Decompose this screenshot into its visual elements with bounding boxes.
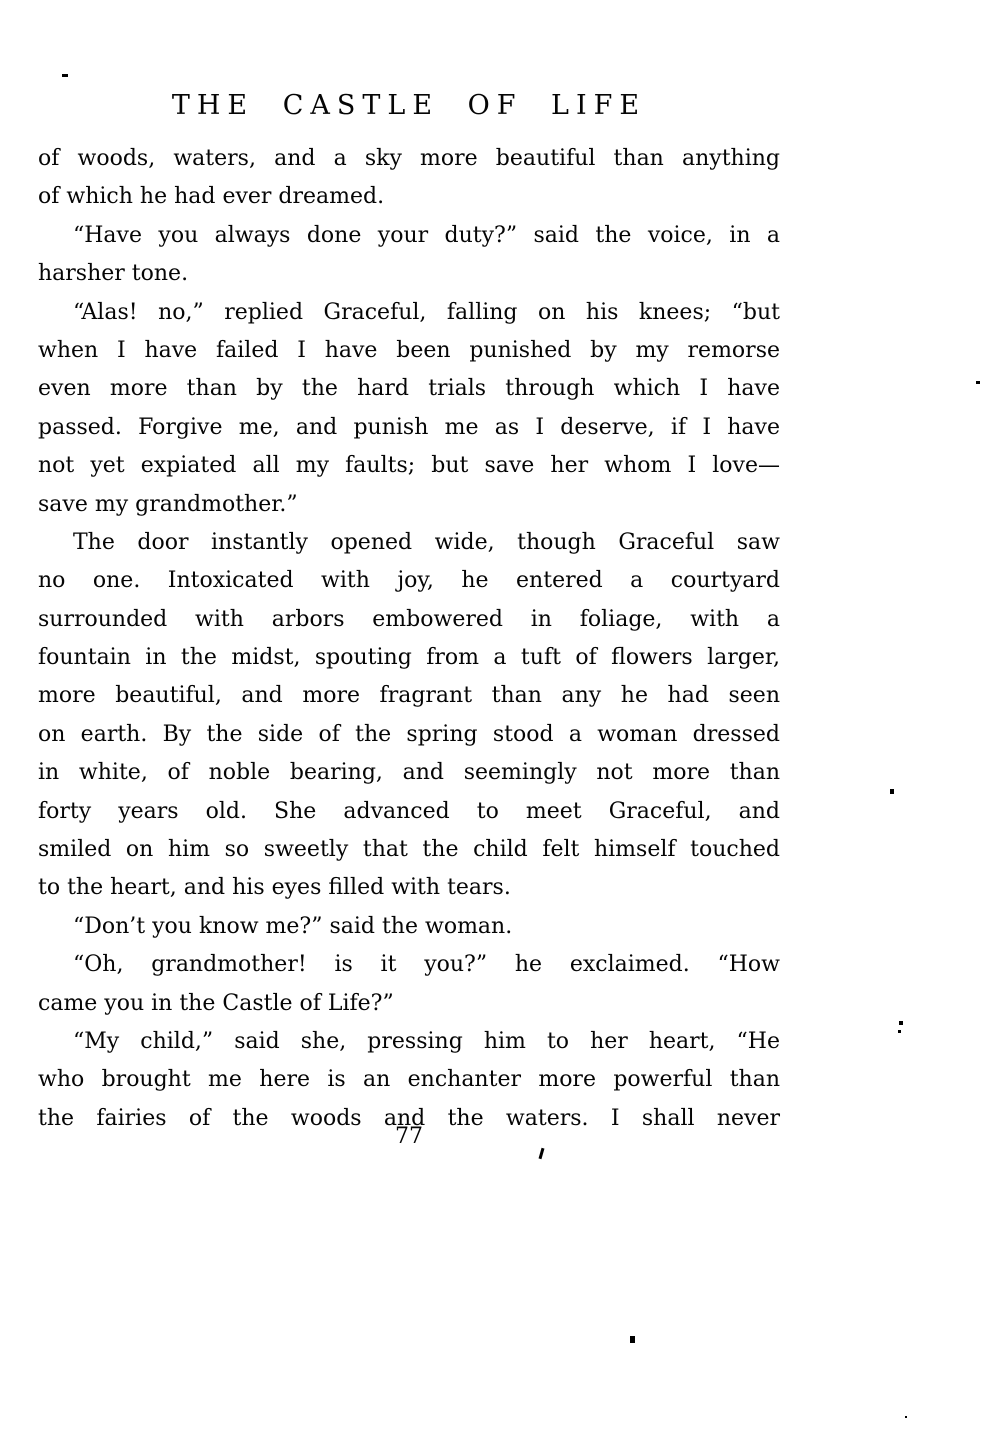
text-line: harsher tone. [38,261,189,287]
scan-speck [898,1030,901,1033]
text-line: “Alas! no,” replied Graceful, falling on his knees; “but [73,299,780,325]
text-line: “My child,” said she, pressing him to her heart, “He [73,1028,780,1054]
scan-speck [899,1021,903,1025]
text-line: even more than by the hard trials through which I have [38,376,780,402]
scan-speck [905,1416,907,1418]
scan-speck [630,1336,635,1343]
text-line: no one. Intoxicated with joy, he entered a courtyard [38,568,780,594]
text-line: came you in the Castle of Life?” [38,990,394,1016]
text-line: “Oh, grandmother! is it you?” he exclaimed. “How [73,952,780,978]
text-line: passed. Forgive me, and punish me as I deserve, if I have [38,414,780,440]
text-line: smiled on him so sweetly that the child felt himself touched [38,837,780,863]
text-line: surrounded with arbors embowered in foliage, with a [38,606,780,632]
text-line: to the heart, and his eyes filled with tears. [38,875,511,901]
scan-speck [62,74,68,77]
text-line: The door instantly opened wide, though Graceful saw [73,529,780,555]
page-number: 77 [395,1124,423,1149]
text-line: who brought me here is an enchanter more powerful than [38,1067,780,1093]
text-line: in white, of noble bearing, and seemingly not more than [38,760,780,786]
text-line: save my grandmother.” [38,491,298,517]
text-line: of which he had ever dreamed. [38,184,385,210]
text-line: on earth. By the side of the spring stood a woman dressed [38,721,780,747]
text-line: more beautiful, and more fragrant than any he had seen [38,683,780,709]
running-header-title: THE CASTLE OF LIFE [171,90,647,121]
scan-speck [976,381,980,384]
text-line: fountain in the midst, spouting from a tuft of flowers larger, [38,645,780,671]
scan-speck [890,789,894,794]
text-line: “Have you always done your duty?” said the voice, in a [73,222,780,248]
text-line: when I have failed I have been punished by my remorse [38,337,780,363]
text-line: the fairies of the woods and the waters. I shall never [38,1105,780,1131]
text-line: of woods, waters, and a sky more beautiful than anything [38,146,780,171]
text-line: “Don’t you know me?” said the woman. [73,913,513,939]
page-body-text [38,140,780,1138]
text-line: not yet expiated all my faults; but save her whom I love— [38,453,780,479]
text-line: forty years old. She advanced to meet Graceful, and [38,798,780,824]
